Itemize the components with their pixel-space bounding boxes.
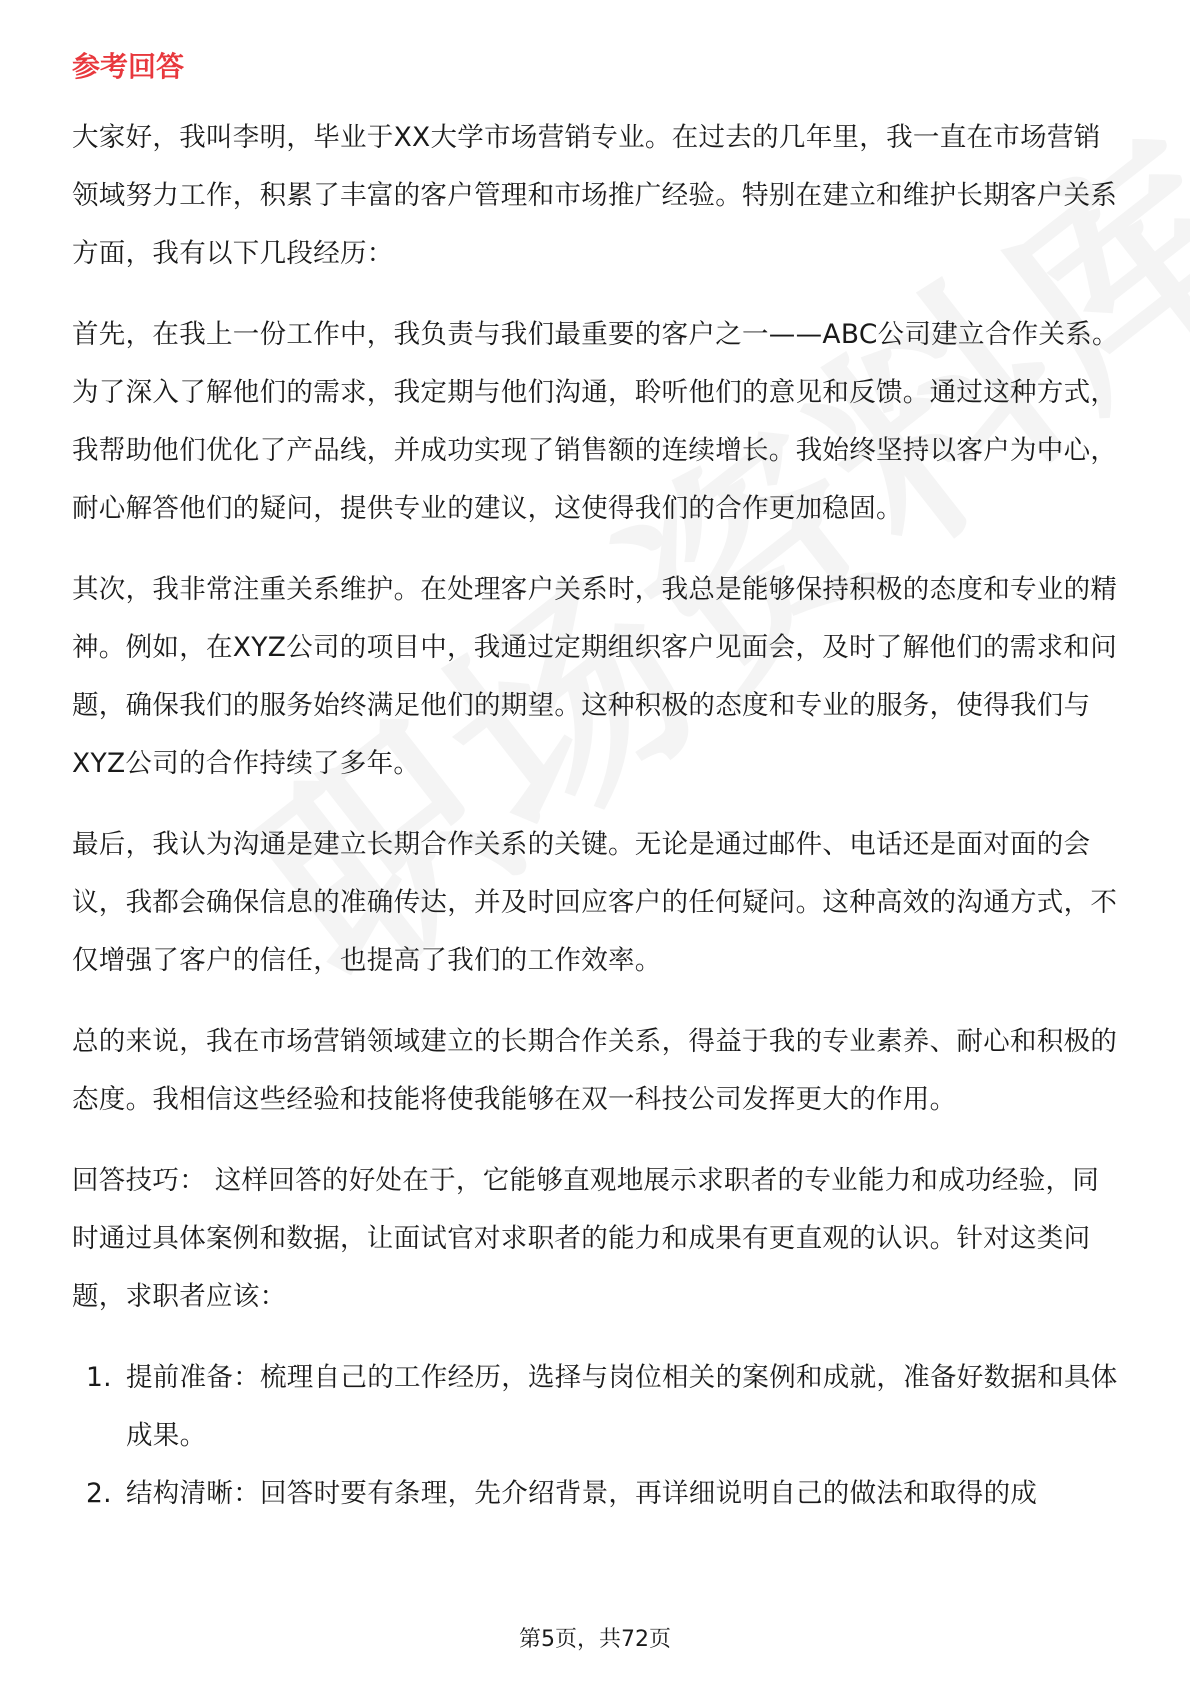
- list-item: [72, 1465, 1122, 1523]
- list-number: 1.: [86, 1362, 112, 1394]
- document-body: [72, 40, 1122, 1523]
- page-footer: 第5页，共72页: [519, 1627, 671, 1652]
- paragraph-second: 其次，我非常注重关系维护。在处理客户关系时，我总是能够保持积极的态度和专业的精神。例如，在XYZ公司的项目中，我通过定期组织客户见面会，及时了解他们的需求和问题，确保我们的服务始终满足他们的期望。这种积极的态度和专业的服务，使得我们与XYZ公司的合作持续了多年。: [72, 574, 1118, 780]
- list-item: [72, 1349, 1122, 1465]
- list-number: 2.: [86, 1478, 112, 1510]
- section-heading: 参考回答: [72, 50, 185, 83]
- tips-list: [72, 1349, 1122, 1523]
- paragraph-tips: 回答技巧： 这样回答的好处在于，它能够直观地展示求职者的专业能力和成功经验，同时通过具体案例和数据，让面试官对求职者的能力和成果有更直观的认识。针对这类问题，求职者应该：: [72, 1165, 1100, 1313]
- list-item-text: 结构清晰：回答时要有条理，先介绍背景，再详细说明自己的做法和取得的成: [126, 1478, 1038, 1510]
- paragraph-intro: 大家好，我叫李明，毕业于XX大学市场营销专业。在过去的几年里，我一直在市场营销领域努力工作，积累了丰富的客户管理和市场推广经验。特别在建立和维护长期客户关系方面，我有以下几段经历：: [72, 122, 1118, 270]
- list-item-text: 提前准备：梳理自己的工作经历，选择与岗位相关的案例和成就，准备好数据和具体成果。: [126, 1362, 1118, 1452]
- paragraph-first: 首先，在我上一份工作中，我负责与我们最重要的客户之一——ABC公司建立合作关系。为了深入了解他们的需求，我定期与他们沟通，聆听他们的意见和反馈。通过这种方式，我帮助他们优化了产品线，并成功实现了销售额的连续增长。我始终坚持以客户为中心，耐心解答他们的疑问，提供专业的建议，这使得我们的合作更加稳固。: [72, 319, 1119, 525]
- paragraph-summary: 总的来说，我在市场营销领域建立的长期合作关系，得益于我的专业素养、耐心和积极的态度。我相信这些经验和技能将使我能够在双一科技公司发挥更大的作用。: [72, 1026, 1118, 1116]
- paragraph-last: 最后，我认为沟通是建立长期合作关系的关键。无论是通过邮件、电话还是面对面的会议，我都会确保信息的准确传达，并及时回应客户的任何疑问。这种高效的沟通方式，不仅增强了客户的信任，也提高了我们的工作效率。: [72, 829, 1118, 977]
